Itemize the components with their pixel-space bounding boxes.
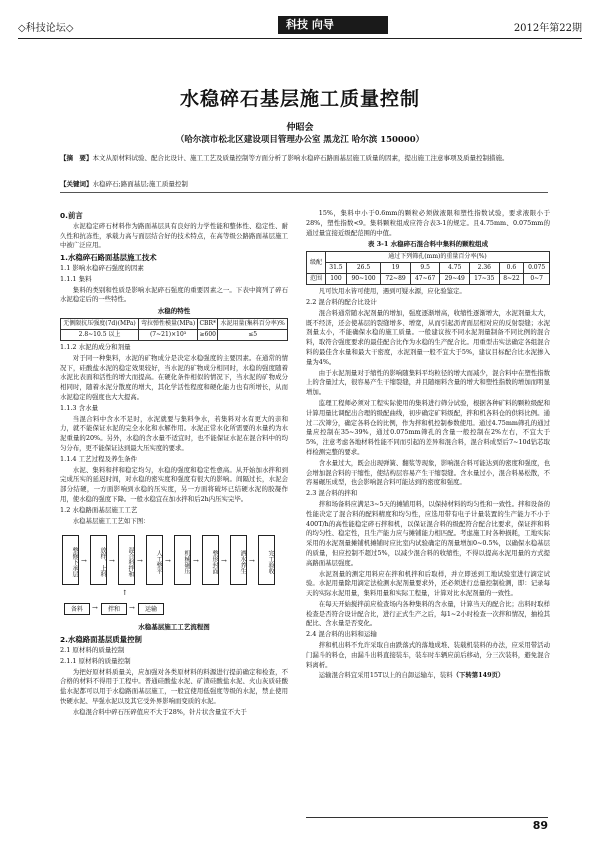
paragraph: 水泥、集料和拌和稳定均匀，水稳的强度和稳定性愈高。从开始加水拌和到完成压实的延迟时间，对水稳的密实度和强度有很大的影响。间隔过长，水泥会部分结硬，一方面影响到水稳的压实度，另一方面将破坏已结硬水泥的胶凝作用，使水稳的强度下降。一般水稳宜在加水拌和后2h内压实完毕。 <box>60 465 288 503</box>
flow-step: 人工整平 <box>146 535 163 585</box>
subsection-heading: 2.3 混合料的拌和 <box>306 489 358 498</box>
flow-step: 放样、上料 <box>90 535 107 585</box>
paragraph: 含水量过大，既会出现弹簧、翻浆等现象，影响混合料可能达到的密度和强度，也会增加混合料的干缩性，使结构层容易产生干缩裂缝。含水量过小，混合料易松散，不容易碾压成型，也会影响混合料可能达到的密度和强度。 <box>306 458 550 487</box>
table-caption: 水稳的特性 <box>157 307 191 316</box>
table-cell: 19 <box>381 263 411 274</box>
page-header <box>18 16 582 36</box>
table-header: 水泥用量(集料百分率)% <box>218 318 288 329</box>
paragraph: 拌和场备料应满足3~5天的摊铺用料，以保持材料的均匀性和一致性。拌和设备的性能决定了混合料的配料精度和均匀性，应选用带有电子计量装置的生产能力不小于400T/h的高性能稳定碎石拌和机，以保证混合料的级配符合配合比要求，保证拌和料的均匀性、稳定性，且生产能力应与摊铺能力相匹配。考虑施工时各种损耗，工地实际采用的水泥剂量摊铺机摊铺时应比室内试验确定的剂量增加0~0.5%，以确保水稳基层的质量，但应控制不超过5%，以减少混合料的收缩性，不得以提高水泥用量的方式提高路面基层强度。 <box>306 499 550 567</box>
paragraph <box>306 671 550 681</box>
subsection-heading: 2.1.1 原材料的质量控制 <box>60 656 131 665</box>
subsection-heading: 1.1.1 集料 <box>60 274 92 283</box>
table-cell: (7~21)×10³ <box>139 329 198 340</box>
table-cell: ≤5 <box>218 329 288 340</box>
paragraph: 水泥剂量的测定用料应在拌和机拌和后取样，并立即送到工地试验室进行滴定试验。水泥用量除用滴定法检测水泥剂量要求外，还必须进行总量控制检测，即：记录每天的实际水泥用量，集料用量和实际工程量，计算对比水泥剂量的一致性。 <box>306 569 550 598</box>
footer-rule <box>306 817 548 818</box>
flow-substep: 运输 <box>138 603 164 615</box>
table-cell: 100 <box>326 274 347 285</box>
table-cell: 29~49 <box>440 274 470 285</box>
paragraph: 水泥稳定碎石材料作为路面基层具有良好的力学性能和整体性、稳定性、耐久性和抗冻性，承载力高与面层结合好的技术特点，在高等级公路路面基层施工中被广泛应用。 <box>60 221 288 250</box>
abstract-label: 【摘 要】 <box>60 154 93 162</box>
arrow-right-icon: → <box>109 557 115 566</box>
paragraph: 水稳基层施工工艺如下图： <box>72 516 150 525</box>
paragraph: 混合料通常随水泥剂量的增加，强度逐渐增高，收缩性逐渐增大，水泥剂量太大，既不经济，还会使基层的裂缝增多、增宽，从而引起沥青面层相对应的反射裂缝；水泥剂量太小，不能确保水稳的施工质量。一般建议按不同水泥剂量制备不同比例的混合料，取符合强度要求的最佳配合比作为水稳的生产配合比。用重型击实法确定各组混合料的最佳含水量和最大干密度，水泥剂量一般不宜大于5%，建议目标配合比水泥掺入量为4%。 <box>306 308 550 366</box>
table-header: CBR* <box>198 318 218 329</box>
right-column <box>306 209 550 682</box>
continued-note: （下转第149页） <box>452 671 505 680</box>
paragraph: 当混合料中含水不足时，水泥就要与集料争水，若集料对水有更大的亲和力，就不能保证水泥的完全水化和水解作用。水泥正常水化所需要的水量约为水泥重量的20%。另外，水稳的含水量不适宜时，也不能保证水泥在混合料中的均匀分布，更不能保证达到最大压实度的要求。 <box>60 414 288 452</box>
header-left: ◇科技论坛◇ <box>18 23 74 34</box>
arrow-right-icon: → <box>129 604 135 613</box>
keywords-label: 【关键词】 <box>60 180 93 188</box>
table-cell: 2.8~10.5 以上 <box>61 329 139 340</box>
article-title: 水稳碎石基层施工质量控制 <box>179 88 420 110</box>
abstract-rule <box>60 192 548 193</box>
table-cell: 26.5 <box>346 263 380 274</box>
flow-step: 完工验收 <box>258 535 275 585</box>
table-cell: 4.75 <box>440 263 470 274</box>
flow-step: 整形封面 <box>202 535 219 585</box>
paragraph: 为把好原材料质量关，应加强对各类原材料的料源进行提前确定和检查，不合格的材料不得用于工程中。普通硅酸盐水泥、矿渣硅酸盐水泥、火山灰质硅酸盐水泥都可以用于水稳路面基层施工，一般宜使用低强度等级的水泥，禁止使用快硬水泥、早强水泥以及其它受外界影响而变质的水泥。 <box>60 667 288 705</box>
table-cell: 90~100 <box>346 274 380 285</box>
paragraph: 水稳混合料中碎石压碎值应不大于28%，针片状含量宜不大于 <box>72 707 247 716</box>
figure-caption: 水稳基层施工工艺流程图 <box>138 623 210 632</box>
subsection-heading: 2.2 混合料的配合比设计 <box>306 297 377 306</box>
table-header: 级配 <box>307 252 326 274</box>
table-cell: 2.36 <box>470 263 500 274</box>
affiliation: （哈尔滨市松北区建设项目管理办公室 黑龙江 哈尔滨 150000） <box>175 135 425 145</box>
header-rule <box>18 38 582 39</box>
header-center: 科技 向导 <box>278 16 388 34</box>
header-right: 2012年第22期 <box>513 23 582 34</box>
subsection-heading: 2.4 混合料的出料和运输 <box>306 630 377 639</box>
table-header: 无侧限抗压强度(7d)(MPa) <box>61 318 139 329</box>
subsection-heading: 2.1 原材料的质量控制 <box>60 645 125 654</box>
table-cell: 0.075 <box>524 263 550 274</box>
table-cell: ≥600 <box>198 329 218 340</box>
table-cell: 0.6 <box>499 263 524 274</box>
arrow-up-icon: ↑ <box>122 589 128 598</box>
flow-step: 整修下承层 <box>62 535 79 585</box>
properties-table <box>60 318 288 341</box>
page-number: 89 <box>532 819 548 832</box>
abstract-text: 本文从原材料试验、配合比设计、施工工艺及质量控制等方面分析了影响水稳碎石路面基层施工质量的因素，提出施工注意事项及质量控制措施。 <box>92 154 509 162</box>
table-cell: 72~89 <box>381 274 411 285</box>
arrow-right-icon: → <box>137 557 143 566</box>
flow-substep: 拌和 <box>101 603 127 615</box>
keywords-text: 水稳碎石;路面基层;施工质量控制 <box>92 180 188 188</box>
paragraph-text: 运输混合料宜采用15T以上的自卸运输车，装料 <box>318 671 453 680</box>
flow-step: 机械碾压 <box>174 535 191 585</box>
paragraph: 在每天开始搅拌前应检查场内各种集料的含水量，计算当天的配合比；出料时取样检查是否符合设计配合比，进行正式生产之后，每1~2小时检查一次拌和情况，抽检其配比、含水量是否变化。 <box>306 599 550 628</box>
table-cell: 0~7 <box>524 274 550 285</box>
arrow-right-icon: → <box>249 557 255 566</box>
table-cell: 17~35 <box>470 274 500 285</box>
arrow-right-icon: → <box>221 557 227 566</box>
arrow-right-icon: → <box>193 557 199 566</box>
arrow-right-icon: → <box>92 604 98 613</box>
table-cell: 8~22 <box>499 274 524 285</box>
subsection-heading: 1.1.4 工艺过程及养生条件 <box>60 454 138 463</box>
paragraph: 15%，集料中小于0.6mm的颗粒必须做液限和塑性指数试验，要求液限小于28%，塑性指数<9。集料颗粒组成应符合表3-1的规定。且4.75mm、0.075mm的通过量宜接近级配范围的中值。 <box>306 209 550 237</box>
author: 仲昭会 <box>286 123 314 133</box>
table-header: 弯拉弹性模量(MPa) <box>139 318 198 329</box>
arrow-right-icon: → <box>165 557 171 566</box>
table-cell: 31.5 <box>326 263 347 274</box>
paragraph: 凡可饮用水皆可使用，遇到可疑水源，应化验鉴定。 <box>318 287 466 296</box>
subsection-heading: 1.1.3 含水量 <box>60 403 99 412</box>
paragraph: 对于同一种集料，水泥的矿物成分是决定水稳强度的主要因素。在通常的情况下，硅酸盐水泥的稳定效果较好，当水泥的矿物成分相同时，水稳的强度随着水泥比表面和活性的增大而提高。在硬化条件相似的情况下，当水泥的矿物成分相同时，随着水泥分散度的增大，其化学活性程度和硬化能力也有所增长，从而水泥稳定的强度也大大提高。 <box>60 353 288 401</box>
flow-step: 洒水养生 <box>230 535 247 585</box>
keywords <box>60 179 548 188</box>
process-flowchart <box>60 529 288 621</box>
table-cell: 9.5 <box>410 263 440 274</box>
section-heading: 2.水稳路面基层质量控制 <box>60 635 142 645</box>
paragraph: 由于水泥剂量对于缩性的影响随集料平均粒径的增大而减少，混合料中在塑性指数上的含量过大，很容易产生干缩裂缝，并且随细料含量的增大和塑性指数的增加而明显增加。 <box>306 368 550 397</box>
section-heading: 1.水稳碎石路面基层施工技术 <box>60 253 157 263</box>
flow-substep: 备料 <box>64 603 90 615</box>
table-cell: 47~67 <box>410 274 440 285</box>
abstract <box>60 153 548 163</box>
subsection-heading: 1.2 水稳路面基层施工工艺 <box>60 505 138 514</box>
table-cell: 范围 <box>307 274 326 285</box>
gradation-table <box>306 251 550 285</box>
arrow-right-icon: → <box>81 557 87 566</box>
table-header: 通过下列筛孔(mm)的重量百分率(%) <box>326 252 550 263</box>
section-heading: 0.前言 <box>60 211 83 220</box>
paragraph: 拌和机出料不允许采取自由跌落式的落地成堆、装载机装料的办法，应采用带活动门漏斗的料仓，由漏斗出料直接装车，装车时车辆应前后移动，分三次装料，避免混合料离析。 <box>306 641 550 669</box>
subsection-heading: 1.1 影响水稳碎石强度的因素 <box>60 263 144 272</box>
table-caption: 表 3-1 水稳碎石混合料中集料的颗粒组成 <box>367 240 489 249</box>
paragraph: 集料的类别和性质是影响水泥碎石强度的重要因素之一。下表中简列了碎石水泥稳定后的一些特性。 <box>60 285 288 304</box>
subsection-heading: 1.1.2 水泥的成分和剂量 <box>60 342 131 351</box>
paragraph: 监理工程师必须对工程实际使用的集料进行筛分试验，根据各种矿料的颗粒级配和计算用量比调配出合理的级配曲线，初步确定矿料级配，拌和机各料仓的供料比例。通过二次筛分，确定各料仓的比例，作为拌和机控制参数使用。通过4.75mm筛孔的通过量应控制在35~39%，通过0.075mm筛孔的含量一般控制在2%左右，不宜大于5%，注意考虑各地材料性能不同而引起的差异和混合料，混合料成型后7~10d钻芯取样检测完整的要求。 <box>306 398 550 456</box>
left-column <box>60 209 288 718</box>
flow-step: 混合料拌和 <box>118 535 135 585</box>
